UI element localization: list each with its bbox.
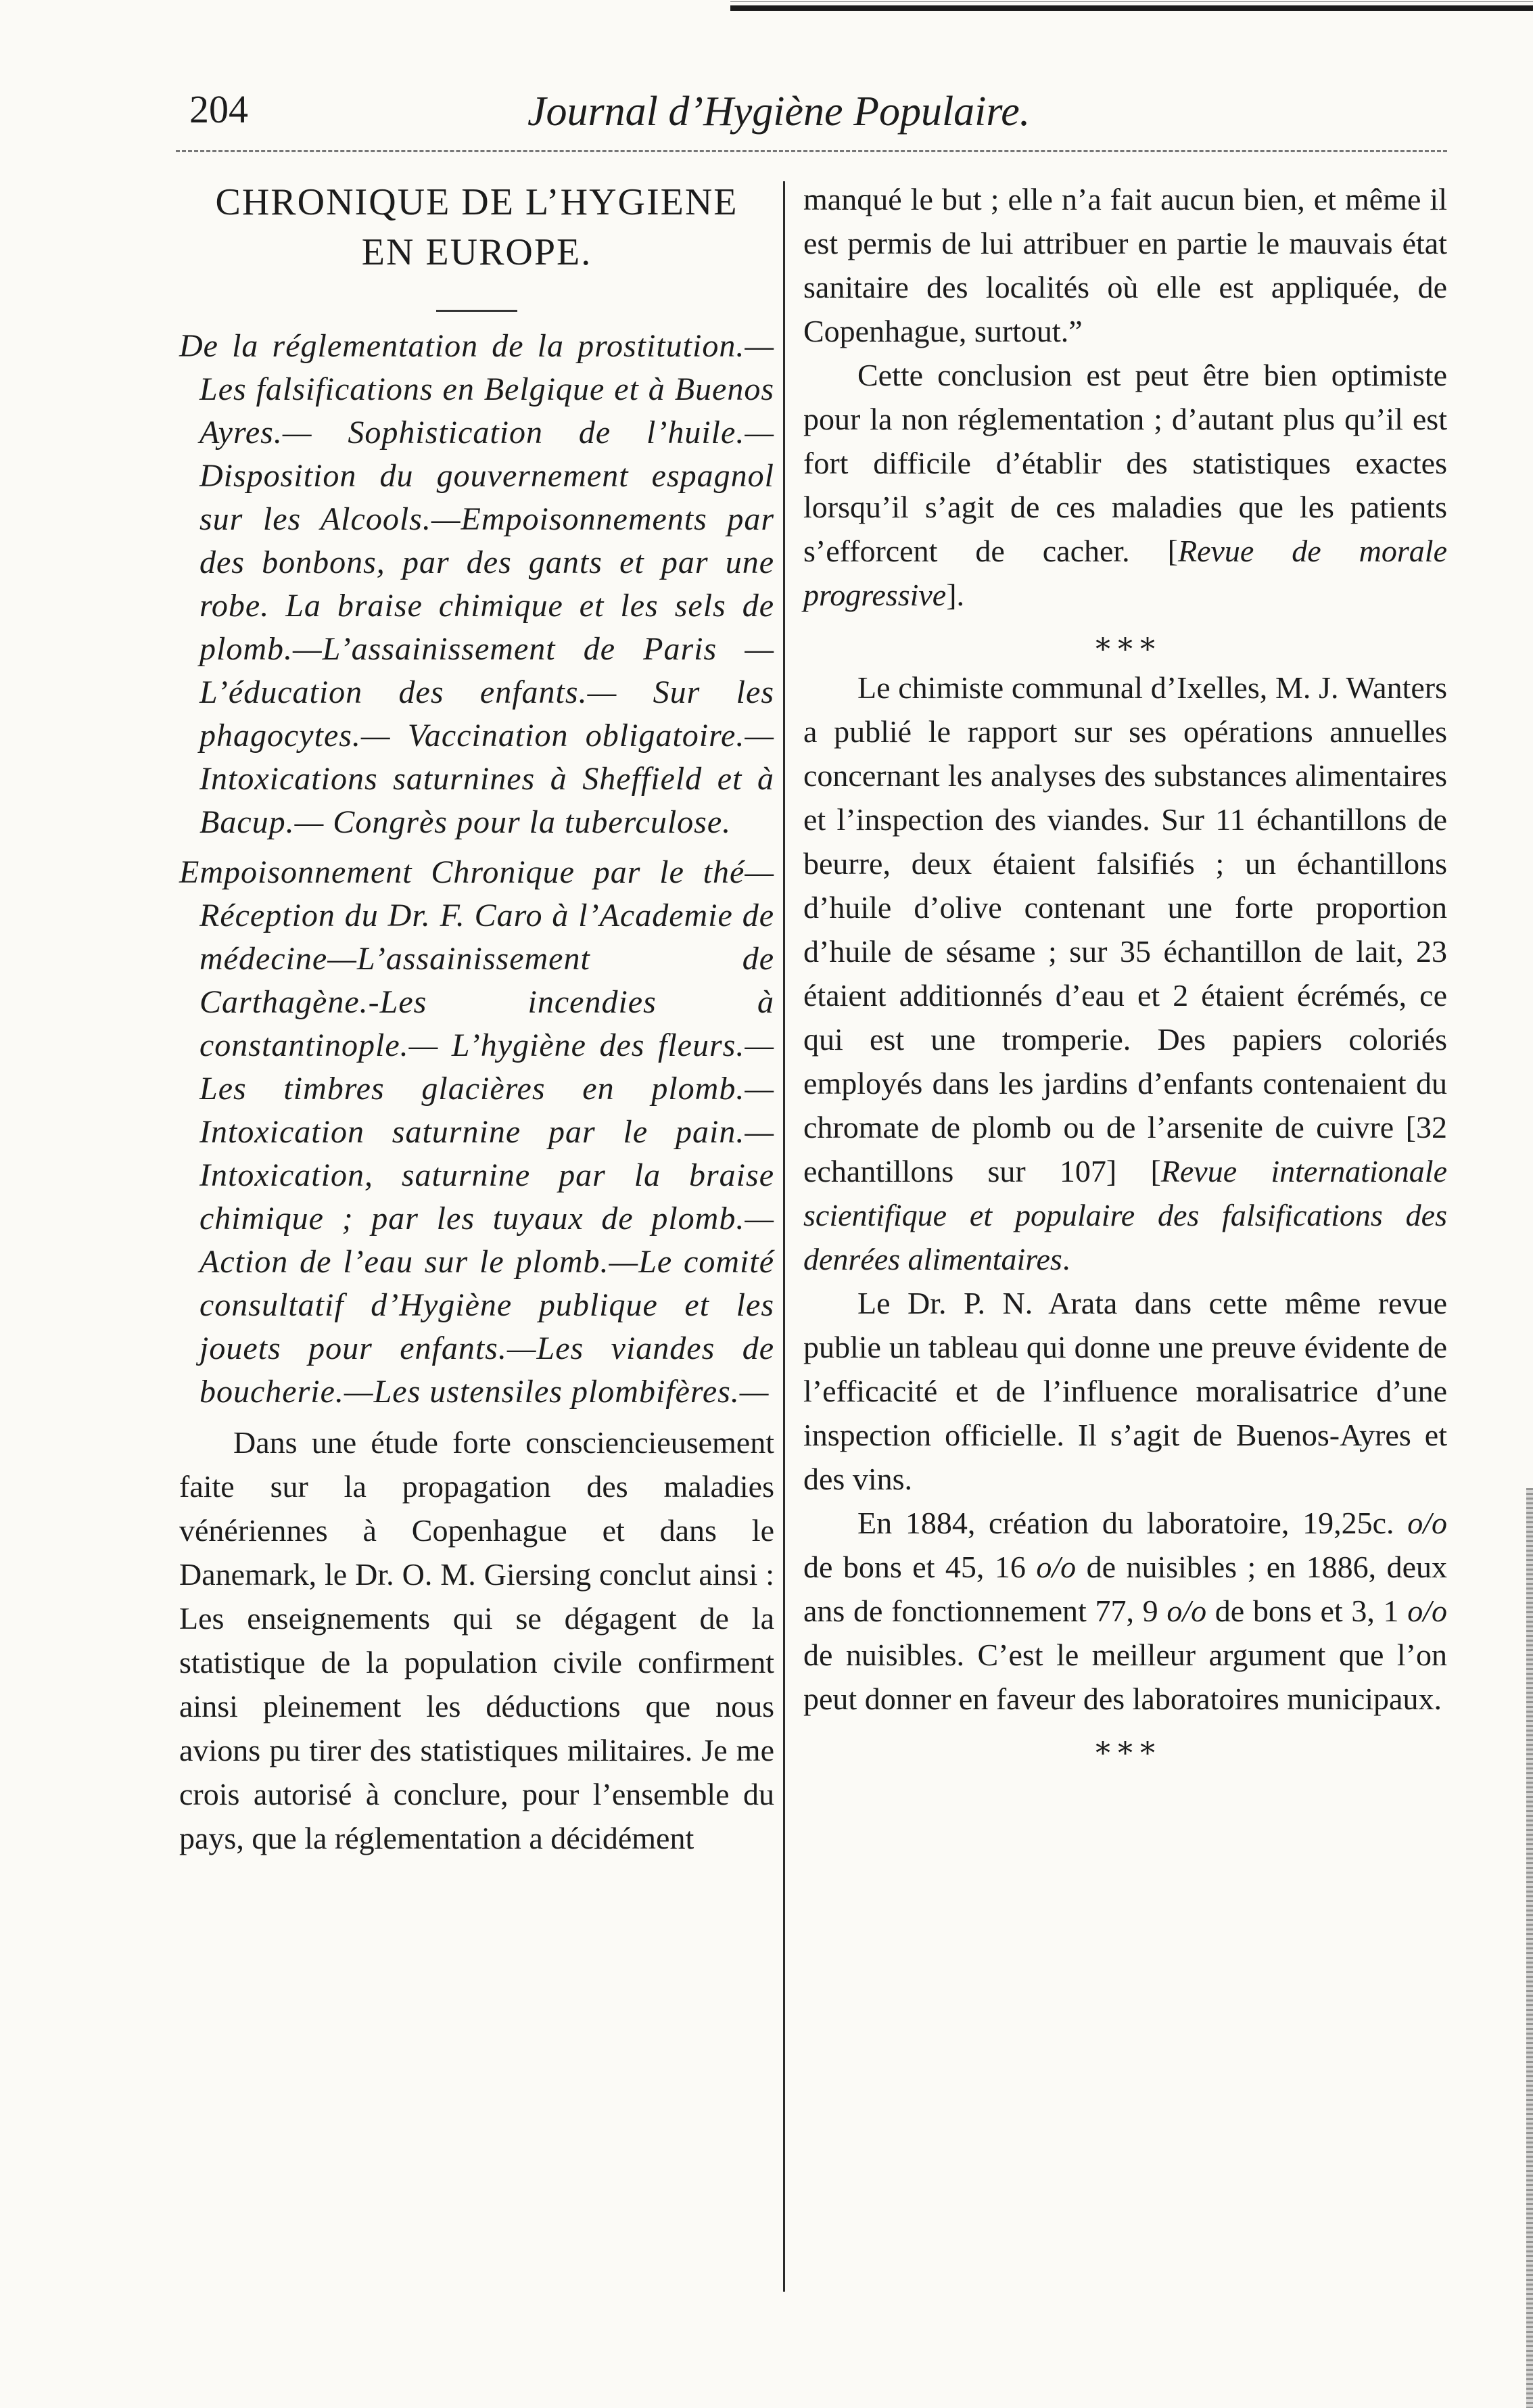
body-paragraph-3 — [803, 666, 1447, 1281]
page-header — [176, 74, 1447, 149]
para-2-source: Revue de morale progressive — [803, 534, 1447, 612]
body-paragraph-1: Dans une étude forte consciencieusement faite sur la propagation des maladies vénériennes à Copenhague et dans le Danemark, le Dr. O. M. Giersing conclut ainsi : Les enseignements qui se dégagent de la statistique de la population civile confirment ainsi pleinement les déductions que nous avions pu tirer des statistiques militaires. Je me crois autorisé à conclure, pour l’ensemble du pays, que la réglementation a décidément — [179, 1425, 774, 1855]
percent-mark-1: o/o — [1407, 1506, 1447, 1540]
column-divider — [783, 181, 785, 2292]
right-column — [803, 177, 1447, 1769]
body-paragraph-4: Le Dr. P. N. Arata dans cette même revue publie un tableau qui donne une preuve évidente de l’efficacité et de l’influence moralisatrice d’une inspection officielle. Il s’agit de Buenos-Ayres et des vins. — [803, 1286, 1447, 1496]
body-paragraph-5 — [803, 1501, 1447, 1721]
asterism-2: ⁎ ⁎ ⁎ — [1095, 1728, 1155, 1761]
summary-paragraph-2: Empoisonnement Chronique par le thé—Réception du Dr. F. Caro à l’Academie de médecine—L’assainissement de Carthagène.-Les incendies à constantinople.— L’hygiène des fleurs.— Les timbres glacières en plomb.— Intoxication saturnine par le pain.—Intoxication, saturnine par la braise chimique ; par les tuyaux de plomb.—Action de l’eau sur le plomb.—Le comité consultatif d’Hygiène publique et les jouets pour enfants.—Les viandes de boucherie.—Les ustensiles plombifères.— — [179, 854, 774, 1410]
para-2-text: Cette conclusion est peut être bien optimiste pour la non réglementation ; d’autant plus qu’il est fort difficile d’établir des statistiques exactes lorsqu’il s’agit de ces maladies que les patients s’efforcent de cacher. [ — [803, 358, 1447, 568]
page-edge-shadow — [1526, 1488, 1533, 2408]
running-head: Journal d’Hygiène Populaire. — [527, 89, 1031, 135]
heading-line-2: EN EUROPE. — [361, 231, 592, 273]
para-3-text: Le chimiste communal d’Ixelles, M. J. Wanters a publié le rapport sur ses opérations annuelles concernant les analyses des substances alimentaires et l’inspection des viandes. Sur 11 échantillons de beurre, deux étaient falsifiés ; un échantillons d’huile d’olive contenant une forte proportion d’huile de sésame ; sur 35 échantillon de lait, 23 étaient additionnés d’eau et 2 étaient écrémés, ce qui est une tromperie. Des papiers coloriés employés dans les jardins d’enfants contenaient du chromate de plomb ou de l’arsenite de cuivre [32 echantillons sur 107] [ — [803, 670, 1447, 1188]
continuation-paragraph: manqué le but ; elle n’a fait aucun bien, et même il est permis de lui attribuer en partie le mauvais état sanitaire des localités où elle est appliquée, de Copenhague, surtout.” — [803, 182, 1447, 348]
percent-mark-4: o/o — [1407, 1594, 1447, 1628]
para-5-c: de nuisibles ; en 1886, deux ans de fonctionnement 77, 9 — [803, 1550, 1448, 1628]
summary-paragraph-1: De la réglementation de la prostitution.—Les falsifications en Belgique et à Buenos Ayres.— Sophistication de l’huile.—Disposition du gouvernement espagnol sur les Alcools.—Empoisonnements par des bonbons, par des gants et par une robe. La braise chimique et les sels de plomb.—L’assainissement de Paris — L’éducation des enfants.— Sur les phagocytes.— Vaccination obligatoire.— Intoxications saturnines à Sheffield et à Bacup.— Congrès pour la tuberculose. — [179, 328, 774, 840]
header-rule — [176, 150, 1447, 152]
para-3-end: . — [1062, 1242, 1070, 1276]
para-2-end: ]. — [946, 578, 965, 612]
heading-line-1: CHRONIQUE DE L’HYGIENE — [215, 181, 738, 223]
page-number: 204 — [189, 87, 248, 131]
para-5-d: de bons et 3, 1 — [1206, 1594, 1408, 1628]
para-3-source: Revue internationale scientifique et populaire des falsifications des denrées alimentaires — [803, 1154, 1447, 1276]
top-edge-rule — [730, 5, 1533, 11]
section-heading — [179, 177, 774, 277]
body-paragraph-2 — [803, 353, 1447, 617]
asterism-1: ⁎ ⁎ ⁎ — [1095, 624, 1155, 657]
percent-mark-2: o/o — [1036, 1550, 1077, 1584]
percent-mark-3: o/o — [1166, 1594, 1207, 1628]
heading-separator — [179, 277, 774, 325]
para-5-a: En 1884, création du laboratoire, 19,25c. — [857, 1506, 1408, 1540]
para-5-e: de nuisibles. C’est le meilleur argument que l’on peut donner en faveur des laboratoires municipaux. — [803, 1638, 1447, 1716]
para-5-b: de bons et 45, 16 — [803, 1550, 1037, 1584]
left-column — [179, 177, 774, 1860]
top-edge-thin-rule — [730, 1, 1533, 2]
